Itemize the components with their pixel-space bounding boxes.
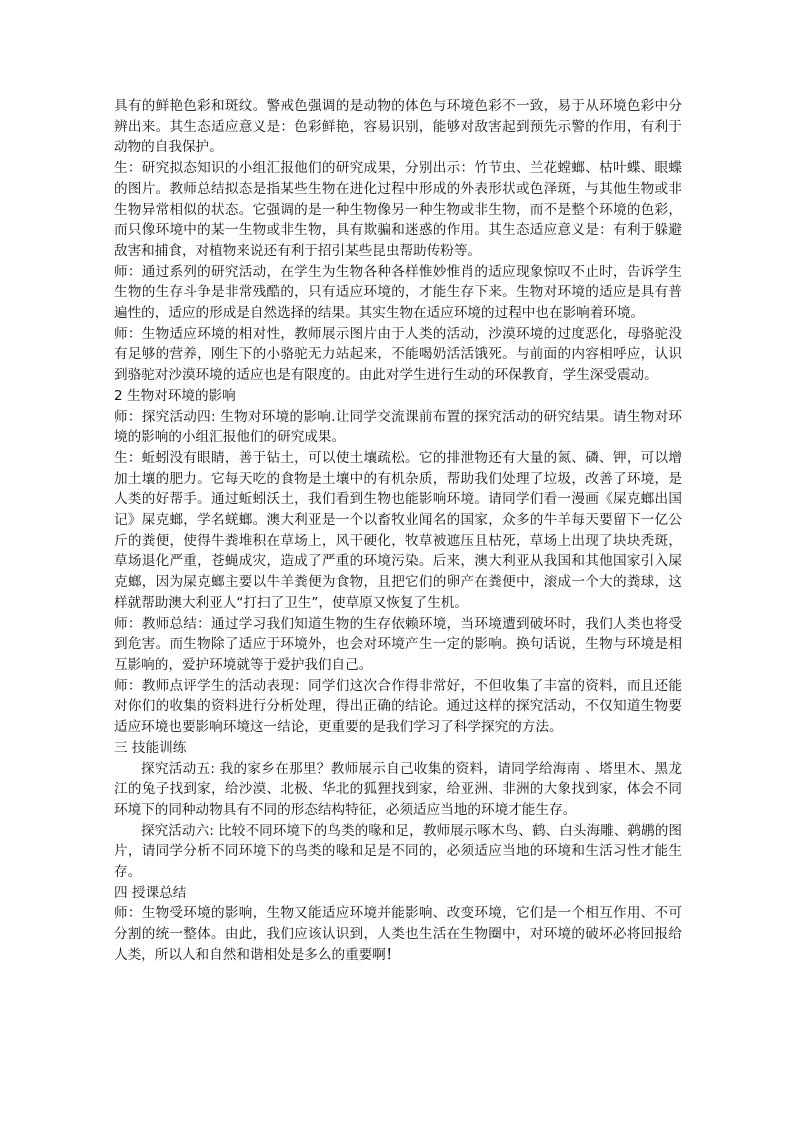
paragraph-closing [114,903,682,965]
paragraph-teacher-activity4: 师：探究活动四: 生物对环境的影响.让同学交流课前布置的探究活动的研究结果。请生物对环境的影响的小组汇报他们的研究成果。 [114,408,682,446]
closing-exclamation: ！ [385,946,400,963]
paragraph-teacher-relativity: 师：生物适应环境的相对性，教师展示图片由于人类的活动，沙漠环境的过度恶化，母骆驼没有足够的营养，刚生下的小骆驼无力站起来，不能喝奶活活饿死。与前面的内容相呼应，认识到骆驼对沙漠环境的适应也是有限度的。由此对学生进行生动的环保教育，学生深受震动。 [114,325,682,384]
document-page [114,96,682,966]
paragraph-activity5: 探究活动五: 我的家乡在那里？教师展示自己收集的资料，请同学给海南 、塔里木、黑龙江的兔子找到家，给沙漠、北极、华北的狐狸找到家，给亚洲、非洲的大象找到家，体会不同环境下的同种动物具有不同的形态结构特征，必须适应当地的环境才能生存。 [114,760,682,818]
section-heading-4: 四 授课总结 [114,884,187,901]
paragraph-teacher-summary: 师：教师总结：通过学习我们知道生物的生存依赖环境，当环境遭到破坏时，我们人类也将受到危害。而生物除了适应于环境外，也会对环境产生一定的影响。换句话说，生物与环境是相互影响的，爱护环境就等于爱护我们自己。 [114,615,682,673]
paragraph-activity6: 探究活动六: 比较不同环境下的鸟类的喙和足，教师展示啄木鸟、鹤、白头海雕、鹈鹕的图片，请同学分析不同环境下的鸟类的喙和足是不同的，必须适应当地的环境和生活习性才能生存。 [114,822,682,881]
paragraph-warning-color: 具有的鲜艳色彩和斑纹。警戒色强调的是动物的体色与环境色彩不一致，易于从环境色彩中分辨出来。其生态适应意义是：色彩鲜艳，容易识别，能够对敌害起到预先示警的作用，有利于动物的自我保护。 [114,98,682,156]
section-heading-3: 三 技能训练 [114,739,187,756]
section-heading-2: 2 生物对环境的影响 [114,387,236,404]
paragraph-student-mimicry: 生：研究拟态知识的小组汇报他们的研究成果，分别出示：竹节虫、兰花螳螂、枯叶蝶、眼蝶的图片。教师总结拟态是指某些生物在进化过程中形成的外表形状或色泽斑，与其他生物或非生物异常相似的状态。它强调的是一种生物像另一种生物或非生物，而不是整个环境的色彩，而只像环境中的某一生物或非生物，具有欺骗和迷惑的作用。其生态适应意义是：有利于躲避敌害和捕食，对植物来说还有利于招引某些昆虫帮助传粉等。 [114,160,682,259]
paragraph-teacher-comment: 师：教师点评学生的活动表现：同学们这次合作得非常好，不但收集了丰富的资料，而且还能对你们的收集的资料进行分析处理，得出正确的结论。通过这样的探究活动，不仅知道生物要适应环境也要影响环境这一结论，更重要的是我们学习了科学探究的方法。 [114,677,682,736]
paragraph-student-earthworm: 生：蚯蚓没有眼睛，善于钻土，可以使土壤疏松。它的排泄物还有大量的氮、磷、钾，可以增加土壤的肥力。它每天吃的食物是土壤中的有机杂质，帮助我们处理了垃圾，改善了环境，是人类的好帮手。通过蚯蚓沃土，我们看到生物也能影响环境。请同学们看一漫画《屎克螂出国记》屎克螂，学名蜣螂。澳大利亚是一个以畜牧业闻名的国家，众多的牛羊每天要留下一亿公斤的粪便，使得牛粪堆积在草场上，风干硬化，牧草被遮压且枯死，草场上出现了块块秃斑，草场退化严重，苍蝇成灾，造成了严重的环境污染。后来，澳大利亚从我国和其他国家引入屎克螂，因为屎克螂主要以牛羊粪便为食物，且把它们的卵产在粪便中，滚成一个大的粪球，这样就帮助澳大利亚人“打扫了卫生”，使草原又恢复了生机。 [114,449,682,611]
paragraph-teacher-adaptation: 师：通过系列的研究活动，在学生为生物各种各样惟妙惟肖的适应现象惊叹不止时，告诉学生生物的生存斗争是非常残酷的，只有适应环境的，才能生存下来。生物对环境的适应是具有普遍性的，适应的形成是自然选择的结果。其实生物在适应环境的过程中也在影响着环境。 [114,263,682,322]
closing-text: 师：生物受环境的影响，生物又能适应环境并能影响、改变环境，它们是一个相互作用、不可分割的统一整体。由此，我们应该认识到，人类也生活在生物圈中，对环境的破坏必将回报给人类，所以人和自然和谐相处是多么的重要啊 [114,905,682,963]
